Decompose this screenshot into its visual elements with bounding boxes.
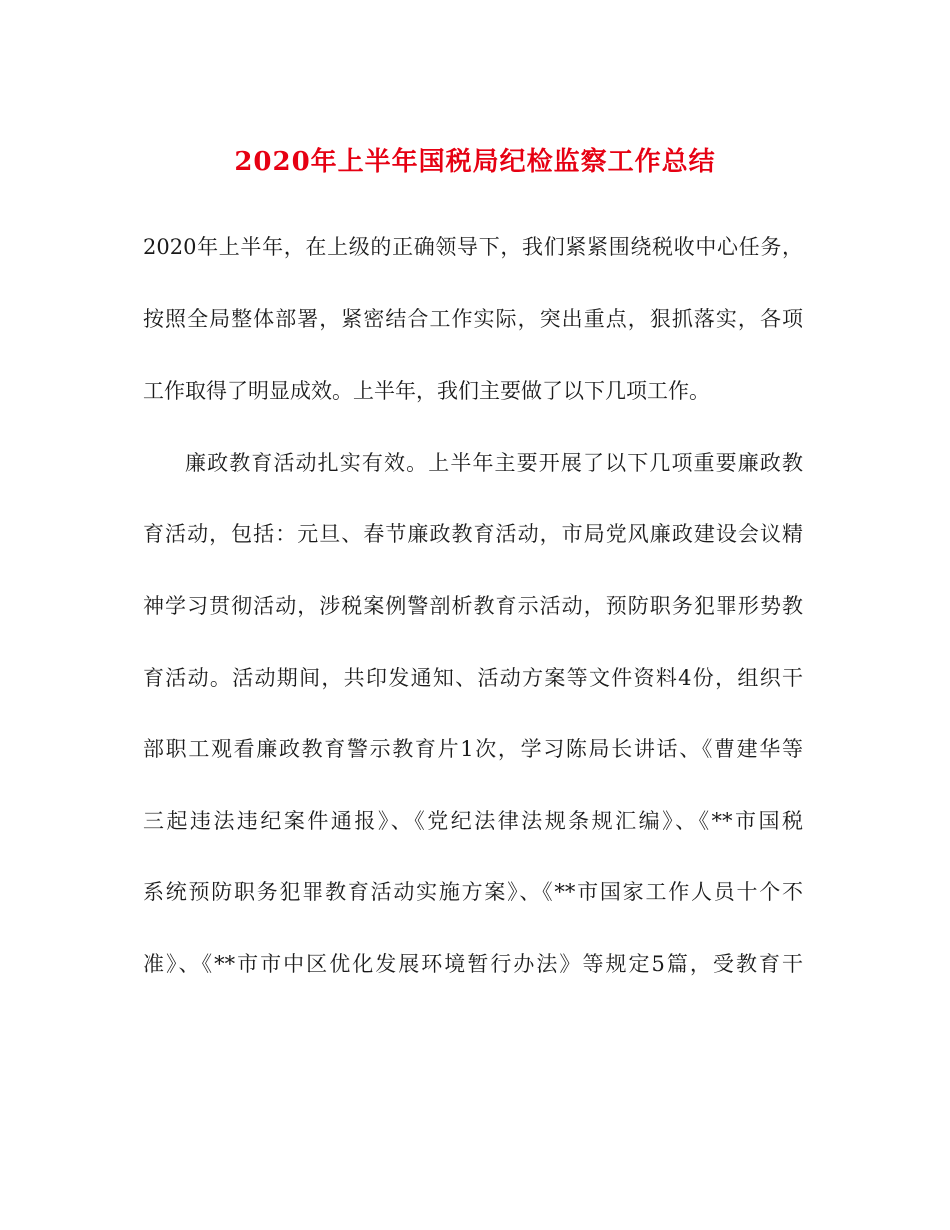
body-line: 部职工观看廉政教育警示教育片1次，学习陈局长讲话、《曹建华等 [143,737,803,761]
body-line: 育活动，包括：元旦、春节廉政教育活动，市局党风廉政建设会议精 [143,522,803,546]
body-line: 三起违法违纪案件通报》、《党纪法律法规条规汇编》、《**市国税 [143,809,803,833]
body-line: 工作取得了明显成效。上半年，我们主要做了以下几项工作。 [143,379,710,403]
body-line: 神学习贯彻活动，涉税案例警剖析教育示活动，预防职务犯罪形势教 [143,594,803,618]
body-line: 准》、《**市市中区优化发展环境暂行办法》等规定5篇，受教育干 [143,952,803,976]
paragraph-first-line: 廉政教育活动扎实有效。上半年主要开展了以下几项重要廉政教 [185,451,803,475]
document-title: 2020年上半年国税局纪检监察工作总结 [234,147,716,177]
body-line: 系统预防职务犯罪教育活动实施方案》、《**市国家工作人员十个不 [143,880,803,904]
body-line: 2020年上半年，在上级的正确领导下，我们紧紧围绕税收中心任务， [143,235,803,259]
body-line: 按照全局整体部署，紧密结合工作实际，突出重点，狠抓落实，各项 [143,307,803,331]
body-line: 育活动。活动期间，共印发通知、活动方案等文件资料4份，组织干 [143,666,803,690]
